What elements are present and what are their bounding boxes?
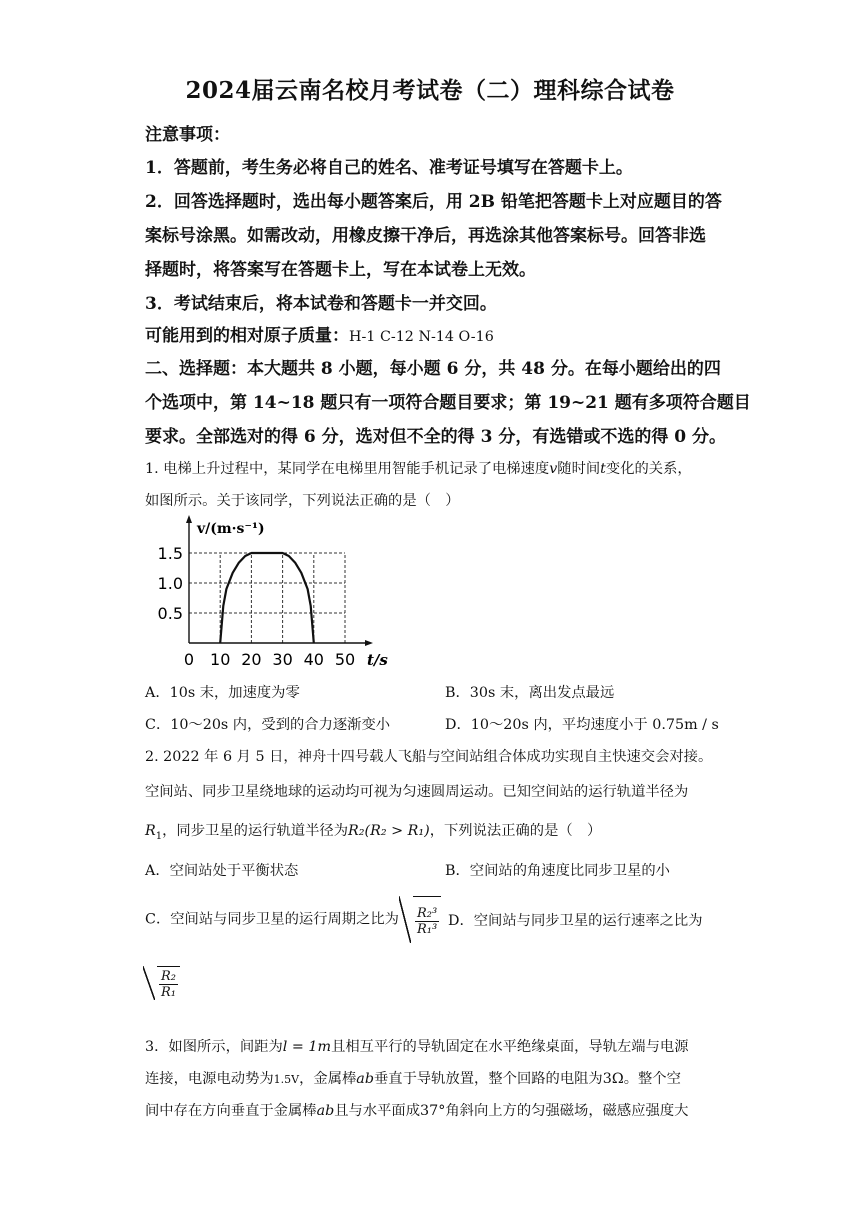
q2-option-a: A．空间站处于平衡状态: [145, 863, 299, 879]
notice-heading: 注意事项：: [145, 125, 230, 145]
q2-stem-line-2: 空间站、同步卫星绕地球的运动均可视为匀速圆周运动。已知空间站的运行轨道半径为: [145, 784, 689, 800]
q2-option-b: B．空间站的角速度比同步卫星的小: [445, 863, 670, 879]
q2-option-c: C．空间站与同步卫星的运行周期之比为 $\frac{\text{R₂³}}{\text{R₁³}}$: [145, 896, 441, 943]
q1-option-a: A．10s 末，加速度为零: [145, 685, 300, 701]
x-axis-label: t/s: [367, 651, 388, 669]
atomic-mass-line: [145, 321, 494, 346]
q1-option-c: C．10～20s 内，受到的合力逐渐变小: [145, 717, 391, 733]
sqrt-symbol: $\frac{\text{R₂}}{\text{R₁}}$: [143, 966, 180, 1000]
atomic-mass-label: 可能用到的相对原子质量：: [145, 326, 349, 346]
notice-item-2a: 2．回答选择题时，选出每小题答案后，用 2B 铅笔把答题卡上对应题目的答: [145, 192, 722, 212]
q3-line-3: 间中存在方向垂直于金属棒ab且与水平面成37°角斜向上方的匀强磁场，磁感应强度大: [145, 1103, 689, 1119]
atomic-mass-values: H-1 C-12 N-14 O-16: [349, 329, 494, 345]
q1-option-d: D．10～20s 内，平均速度小于 0.75m / s: [445, 717, 719, 733]
series-line: [220, 553, 314, 643]
q3-line-2: 连接，电源电动势为1.5V，金属棒ab垂直于导轨放置，整个回路的电阻为3Ω。整个空: [145, 1071, 681, 1087]
y-axis-arrow: [186, 515, 192, 523]
notice-item-2b: 案标号涂黑。如需改动，用橡皮擦干净后，再选涂其他答案标号。回答非选: [145, 226, 706, 246]
section-line-1: 二、选择题：本大题共 8 小题，每小题 6 分，共 48 分。在每小题给出的四: [145, 359, 721, 379]
q1-option-b: B．30s 末，离出发点最远: [445, 685, 615, 701]
y-axis-label: v/(m·s⁻¹): [197, 521, 265, 537]
x-tick-label: 40: [303, 650, 324, 669]
q3-line-1: 3．如图所示，间距为l = 1m且相互平行的导轨固定在水平绝缘桌面，导轨左端与电源: [145, 1039, 689, 1055]
page-title: 2024届云南名校月考试卷（二）理科综合试卷: [185, 77, 675, 104]
y-tick-label: 1.0: [157, 574, 183, 593]
x-tick-label: 50: [334, 650, 356, 669]
q1-stem-line-2: 如图所示。关于该同学，下列说法正确的是（ ）: [145, 493, 460, 509]
q1-stem-line-1: 1. 电梯上升过程中，某同学在电梯里用智能手机记录了电梯速度v随时间t变化的关系，: [145, 461, 692, 477]
x-tick-label: 20: [241, 650, 262, 669]
section-line-2: 个选项中，第 14~18 题只有一项符合题目要求；第 19~21 题有多项符合题目: [145, 393, 751, 413]
y-tick-label: 0.5: [157, 604, 183, 623]
section-line-3: 要求。全部选对的得 6 分，选对但不全的得 3 分，有选错或不选的得 0 分。: [145, 427, 726, 447]
x-tick-label: 30: [272, 650, 293, 669]
notice-item-2c: 择题时，将答案写在答题卡上，写在本试卷上无效。: [145, 260, 536, 280]
x-tick-label: 10: [210, 650, 231, 669]
x-tick-label: 0: [183, 650, 195, 669]
y-tick-label: 1.5: [157, 544, 183, 563]
x-axis-arrow: [365, 640, 373, 646]
q2-option-d: D．空间站与同步卫星的运行速率之比为: [448, 913, 703, 929]
q2-option-d-formula: [143, 966, 180, 1000]
notice-item-3: 3．考试结束后，将本试卷和答题卡一并交回。: [145, 294, 497, 314]
q2-stem-line-3: $R_1$，同步卫星的运行轨道半径为R₂(R₂ > R₁)，下列说法正确的是（ ）: [145, 823, 602, 842]
velocity-time-chart: [150, 513, 410, 673]
q2-stem-line-1: 2. 2022 年 6 月 5 日，神舟十四号载人飞船与空间站组合体成功实现自主快速交会对接。: [145, 749, 713, 765]
sqrt-symbol: $\frac{\text{R₂³}}{\text{R₁³}}$: [399, 896, 441, 943]
notice-item-1: 1．答题前，考生务必将自己的姓名、准考证号填写在答题卡上。: [145, 158, 633, 178]
